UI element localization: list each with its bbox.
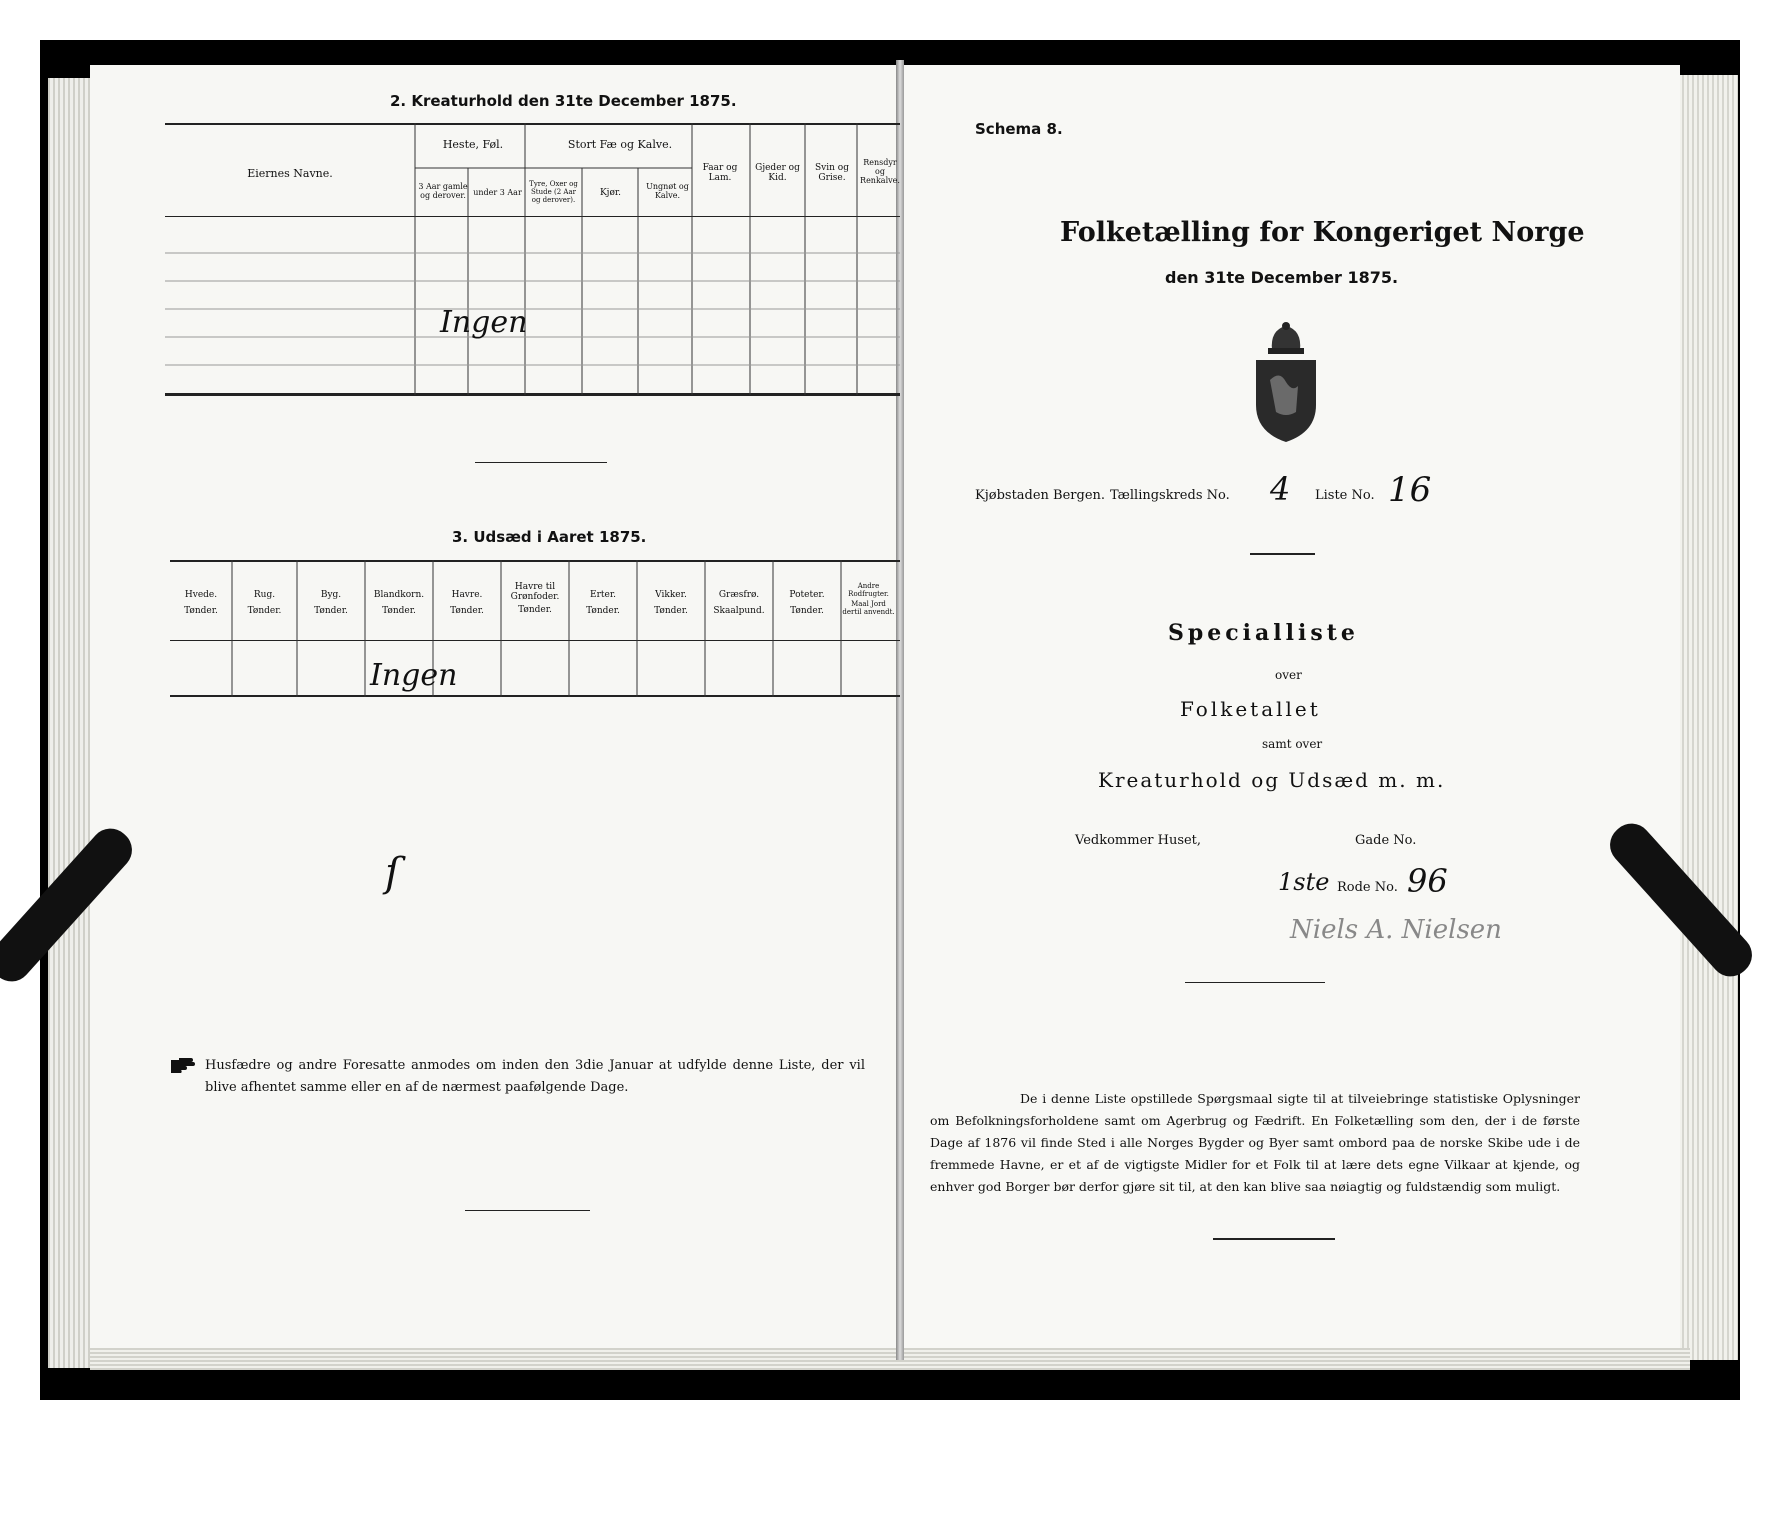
- heste-header: Heste, Føl.: [442, 138, 504, 151]
- kreds-label: Tællingskreds No.: [1110, 488, 1230, 503]
- column-header: Havre. Tønder.: [450, 590, 484, 617]
- column-header: Poteter. Tønder.: [789, 590, 825, 617]
- notice-text: Husfædre og andre Foresatte anmodes om inden den 3die Januar at udfylde denne Liste, der vil blive afhentet samme eller en af de nærmest paafølgende Dage.: [205, 1058, 865, 1095]
- heste-sub1: 3 Aar gamle og derover.: [418, 182, 468, 201]
- rensdyr-header: Rensdyr og Renkalve.: [860, 158, 900, 186]
- divider-rule-right: [1250, 553, 1315, 555]
- section3-handwriting: Ingen: [370, 658, 458, 693]
- column-header: Andre Rodfrugter. Maal Jord dertil anvendt.: [842, 582, 895, 617]
- section2-handwriting: Ingen: [440, 305, 528, 340]
- table3-grid: [170, 560, 900, 697]
- divider-rule-right-bottom: [1213, 1238, 1335, 1240]
- gade-label: Gade No.: [1355, 833, 1417, 848]
- main-title: Folketælling for Kongeriget Norge: [1060, 217, 1585, 248]
- folketallet-heading: Folketallet: [1180, 697, 1321, 721]
- section3-title: 3. Udsæd i Aaret 1875.: [452, 528, 647, 546]
- footer-text: De i denne Liste opstillede Spørgsmaal sigte til at tilveiebringe statistiske Oplysninger om Befolkningsforholdene samt om Agerbrug og Fædrift. En Folketælling som den, der i de første Dage af 1876 vil finde Sted i alle Norges Bygder og Byer samt ombord paa de norske Skibe ude i de fremmede Havne, er et af de vigtigste Midler for et Folk til at lære dets egne Vilkaar at kjende, og enhver god Borger bør derfor gjøre sit til, at den kan blive saa nøiagtig og fuldstændig som muligt.: [930, 1091, 1580, 1194]
- rode-prefix: 1ste: [1278, 868, 1330, 896]
- owner-name-header: Eiernes Navne.: [247, 167, 333, 180]
- kreaturhold-heading: Kreaturhold og Udsæd m. m.: [1098, 768, 1446, 792]
- column-header: Græsfrø. Skaalpund.: [713, 590, 765, 617]
- coat-of-arms-emblem: [1250, 320, 1322, 445]
- divider-rule-left: [475, 462, 607, 463]
- column-header: Havre til Grønfoder. Tønder.: [510, 582, 560, 615]
- fae-sub1: Tyre, Oxer og Stude (2 Aar og derover).: [529, 180, 578, 205]
- samt-over-text: samt over: [1262, 737, 1323, 751]
- page-stack-left: [48, 78, 96, 1368]
- liste-label: Liste No.: [1315, 488, 1375, 503]
- column-header: Vikker. Tønder.: [654, 590, 688, 617]
- divider-rule-left-bottom: [465, 1210, 590, 1211]
- fae-sub2: Kjør.: [599, 188, 622, 198]
- pointing-hand-icon: [170, 1055, 192, 1071]
- kreds-value: 4: [1270, 470, 1291, 508]
- kjobstad-label: Kjøbstaden Bergen.: [975, 488, 1106, 503]
- divider-rule-right-mid: [1185, 982, 1325, 983]
- column-header: Erter. Tønder.: [586, 590, 620, 617]
- column-header: Byg. Tønder.: [314, 590, 348, 617]
- pencil-mark: ſ: [385, 850, 400, 896]
- column-header: Rug. Tønder.: [247, 590, 282, 617]
- rode-label: Rode No.: [1337, 880, 1398, 895]
- specialliste-heading: Specialliste: [1168, 620, 1359, 646]
- column-header: Blandkorn. Tønder.: [373, 590, 425, 617]
- rode-value: 96: [1407, 862, 1448, 900]
- signature: Niels A. Nielsen: [1290, 915, 1502, 945]
- table2-grid: [165, 123, 900, 395]
- vedkommer-label: Vedkommer Huset,: [1075, 833, 1202, 848]
- page-stack-bottom: [90, 1348, 1690, 1370]
- section2-title: 2. Kreaturhold den 31te December 1875.: [390, 92, 737, 110]
- liste-value: 16: [1388, 470, 1432, 510]
- faar-header: Faar og Lam.: [702, 163, 738, 184]
- heste-sub2: under 3 Aar: [473, 188, 522, 197]
- schema-label: Schema 8.: [975, 120, 1063, 138]
- stort-fae-header: Stort Fæ og Kalve.: [567, 138, 673, 151]
- census-date: den 31te December 1875.: [1165, 268, 1399, 287]
- fae-sub3: Ungnøt og Kalve.: [646, 182, 689, 201]
- page-stack-right: [1672, 75, 1738, 1360]
- column-header: Hvede. Tønder.: [184, 590, 218, 617]
- svin-header: Svin og Grise.: [815, 163, 849, 184]
- over-text: over: [1275, 668, 1302, 682]
- gjeder-header: Gjeder og Kid.: [755, 163, 800, 184]
